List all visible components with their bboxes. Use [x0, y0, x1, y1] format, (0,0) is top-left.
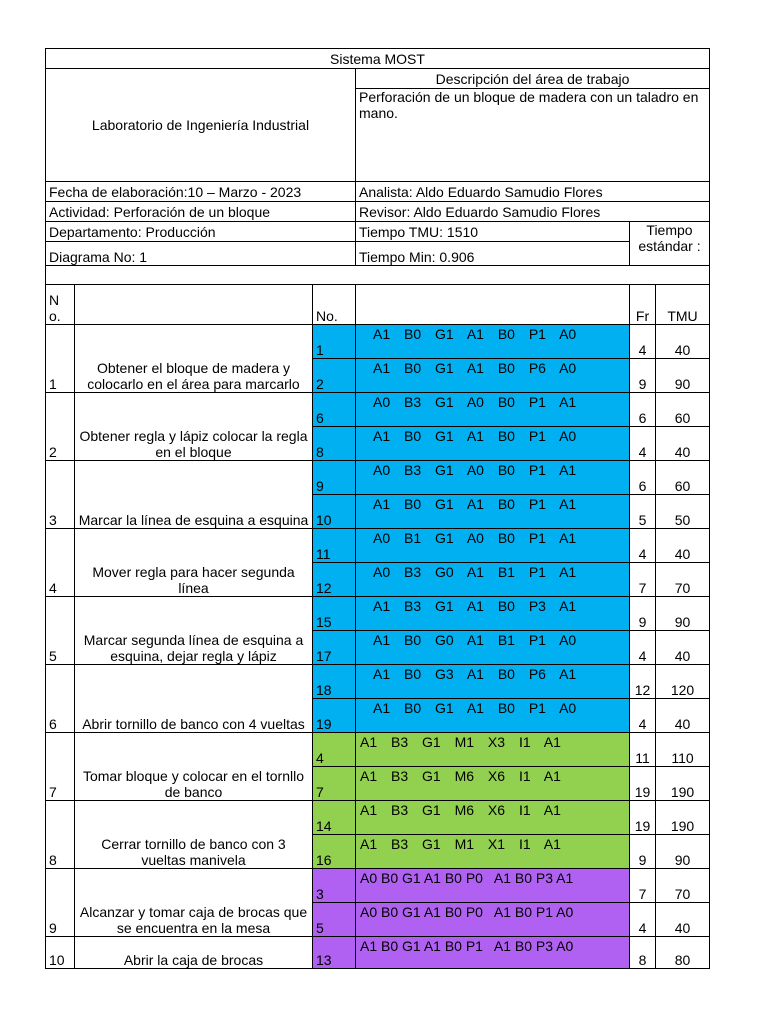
tmu-value: 80 — [656, 937, 710, 969]
departamento: Departamento: Producción — [46, 222, 356, 242]
tmu-value: 60 — [656, 461, 710, 495]
motion-codes: A1 B0 G1 A1 B0 P1 A1 B0 P3 A0 — [356, 937, 630, 969]
motion-codes: A1 B0 G3 A1 B0 P6 A1 — [356, 665, 630, 699]
sheet-title: Sistema MOST — [46, 49, 710, 69]
step-no: 6 — [313, 393, 356, 427]
activity-description: Obtener el bloque de madera y colocarlo en el área para marcarlo — [75, 325, 313, 393]
motion-codes: A1 B3 G1 M1 X1 I1 A1 — [356, 835, 630, 869]
activity-no: 9 — [46, 869, 75, 937]
activity-description: Alcanzar y tomar caja de brocas que se encuentra en la mesa — [75, 869, 313, 937]
activity-description: Abrir la caja de brocas — [75, 937, 313, 969]
motion-codes: A1 B3 G1 A1 B0 P3 A1 — [356, 597, 630, 631]
activity-no: 1 — [46, 325, 75, 393]
most-table — [45, 48, 710, 969]
tiempo-tmu: Tiempo TMU: 1510 — [356, 222, 630, 242]
fecha-elaboracion: Fecha de elaboración:10 – Marzo - 2023 — [46, 182, 356, 202]
activity-no: 3 — [46, 461, 75, 529]
frequency: 4 — [630, 427, 656, 461]
step-no: 15 — [313, 597, 356, 631]
header-tmu: TMU — [656, 285, 710, 325]
frequency: 4 — [630, 529, 656, 563]
frequency: 9 — [630, 835, 656, 869]
motion-codes: A0 B3 G1 A0 B0 P1 A1 — [356, 461, 630, 495]
tmu-value: 110 — [656, 733, 710, 767]
tmu-value: 90 — [656, 597, 710, 631]
header-fr: Fr — [630, 285, 656, 325]
table-row — [46, 597, 710, 631]
motion-codes: A1 B0 G1 A1 B0 P1 A1 — [356, 495, 630, 529]
analista: Analista: Aldo Eduardo Samudio Flores — [356, 182, 710, 202]
tiempo-min: Tiempo Min: 0.906 — [356, 242, 630, 266]
tmu-value: 40 — [656, 325, 710, 359]
table-row — [46, 937, 710, 969]
activity-description: Tomar bloque y colocar en el tornllo de banco — [75, 733, 313, 801]
frequency: 8 — [630, 937, 656, 969]
activity-description: Cerrar tornillo de banco con 3 vueltas manivela — [75, 801, 313, 869]
tmu-value: 90 — [656, 359, 710, 393]
activity-no: 4 — [46, 529, 75, 597]
frequency: 4 — [630, 631, 656, 665]
activity-description: Mover regla para hacer segunda línea — [75, 529, 313, 597]
step-no: 16 — [313, 835, 356, 869]
motion-codes: A1 B3 G1 M6 X6 I1 A1 — [356, 801, 630, 835]
table-row — [46, 665, 710, 699]
motion-codes: A0 B3 G1 A0 B0 P1 A1 — [356, 393, 630, 427]
step-no: 8 — [313, 427, 356, 461]
actividad: Actividad: Perforación de un bloque — [46, 202, 356, 222]
motion-codes: A1 B0 G0 A1 B1 P1 A0 — [356, 631, 630, 665]
activity-no: 2 — [46, 393, 75, 461]
tmu-value: 190 — [656, 767, 710, 801]
motion-codes: A1 B0 G1 A1 B0 P6 A0 — [356, 359, 630, 393]
frequency: 4 — [630, 699, 656, 733]
step-no: 14 — [313, 801, 356, 835]
table-row — [46, 529, 710, 563]
motion-codes: A1 B0 G1 A1 B0 P1 A0 — [356, 699, 630, 733]
motion-codes: A1 B0 G1 A1 B0 P1 A0 — [356, 427, 630, 461]
step-no: 3 — [313, 869, 356, 903]
motion-codes: A1 B3 G1 M6 X6 I1 A1 — [356, 767, 630, 801]
revisor: Revisor: Aldo Eduardo Samudio Flores — [356, 202, 710, 222]
activity-no: 7 — [46, 733, 75, 801]
step-no: 19 — [313, 699, 356, 733]
frequency: 12 — [630, 665, 656, 699]
tmu-value: 60 — [656, 393, 710, 427]
tmu-value: 40 — [656, 529, 710, 563]
tmu-value: 40 — [656, 903, 710, 937]
frequency: 9 — [630, 597, 656, 631]
step-no: 1 — [313, 325, 356, 359]
frequency: 11 — [630, 733, 656, 767]
tmu-value: 50 — [656, 495, 710, 529]
step-no: 10 — [313, 495, 356, 529]
frequency: 19 — [630, 767, 656, 801]
activity-no: 6 — [46, 665, 75, 733]
motion-codes: A0 B3 G0 A1 B1 P1 A1 — [356, 563, 630, 597]
table-row — [46, 733, 710, 767]
frequency: 7 — [630, 563, 656, 597]
motion-codes: A1 B0 G1 A1 B0 P1 A0 — [356, 325, 630, 359]
activity-description: Obtener regla y lápiz colocar la regla en el bloque — [75, 393, 313, 461]
step-no: 12 — [313, 563, 356, 597]
tmu-value: 70 — [656, 869, 710, 903]
tmu-value: 40 — [656, 427, 710, 461]
activity-no: 8 — [46, 801, 75, 869]
frequency: 19 — [630, 801, 656, 835]
motion-codes: A0 B0 G1 A1 B0 P0 A1 B0 P3 A1 — [356, 869, 630, 903]
table-row — [46, 801, 710, 835]
table-row — [46, 393, 710, 427]
motion-codes: A0 B1 G1 A0 B0 P1 A1 — [356, 529, 630, 563]
tmu-value: 90 — [656, 835, 710, 869]
activity-no: 5 — [46, 597, 75, 665]
step-no: 11 — [313, 529, 356, 563]
activity-description: Marcar la línea de esquina a esquina — [75, 461, 313, 529]
step-no: 7 — [313, 767, 356, 801]
tmu-value: 40 — [656, 699, 710, 733]
frequency: 7 — [630, 869, 656, 903]
header-step-no: No. — [313, 285, 356, 325]
activity-no: 10 — [46, 937, 75, 969]
step-no: 9 — [313, 461, 356, 495]
activity-description: Abrir tornillo de banco con 4 vueltas — [75, 665, 313, 733]
tmu-value: 190 — [656, 801, 710, 835]
step-no: 5 — [313, 903, 356, 937]
header-no: N o. — [46, 285, 75, 325]
table-row — [46, 461, 710, 495]
frequency: 4 — [630, 903, 656, 937]
step-no: 17 — [313, 631, 356, 665]
activity-description: Marcar segunda línea de esquina a esquina, dejar regla y lápiz — [75, 597, 313, 665]
header-codes — [356, 285, 630, 325]
most-sheet — [45, 48, 709, 969]
frequency: 6 — [630, 393, 656, 427]
motion-codes: A1 B3 G1 M1 X3 I1 A1 — [356, 733, 630, 767]
area-heading: Descripción del área de trabajo — [356, 69, 710, 89]
lab-name: Laboratorio de Ingeniería Industrial — [46, 69, 356, 182]
spacer-row — [46, 266, 710, 285]
frequency: 5 — [630, 495, 656, 529]
step-no: 13 — [313, 937, 356, 969]
area-description: Perforación de un bloque de madera con un taladro en mano. — [356, 89, 710, 182]
table-row — [46, 325, 710, 359]
step-no: 2 — [313, 359, 356, 393]
step-no: 4 — [313, 733, 356, 767]
frequency: 9 — [630, 359, 656, 393]
tiempo-estandar: Tiempo estándar : — [630, 222, 710, 266]
tmu-value: 40 — [656, 631, 710, 665]
step-no: 18 — [313, 665, 356, 699]
motion-codes: A0 B0 G1 A1 B0 P0 A1 B0 P1 A0 — [356, 903, 630, 937]
frequency: 4 — [630, 325, 656, 359]
diagrama-no: Diagrama No: 1 — [46, 242, 356, 266]
tmu-value: 120 — [656, 665, 710, 699]
frequency: 6 — [630, 461, 656, 495]
tmu-value: 70 — [656, 563, 710, 597]
header-description — [75, 285, 313, 325]
table-row — [46, 869, 710, 903]
